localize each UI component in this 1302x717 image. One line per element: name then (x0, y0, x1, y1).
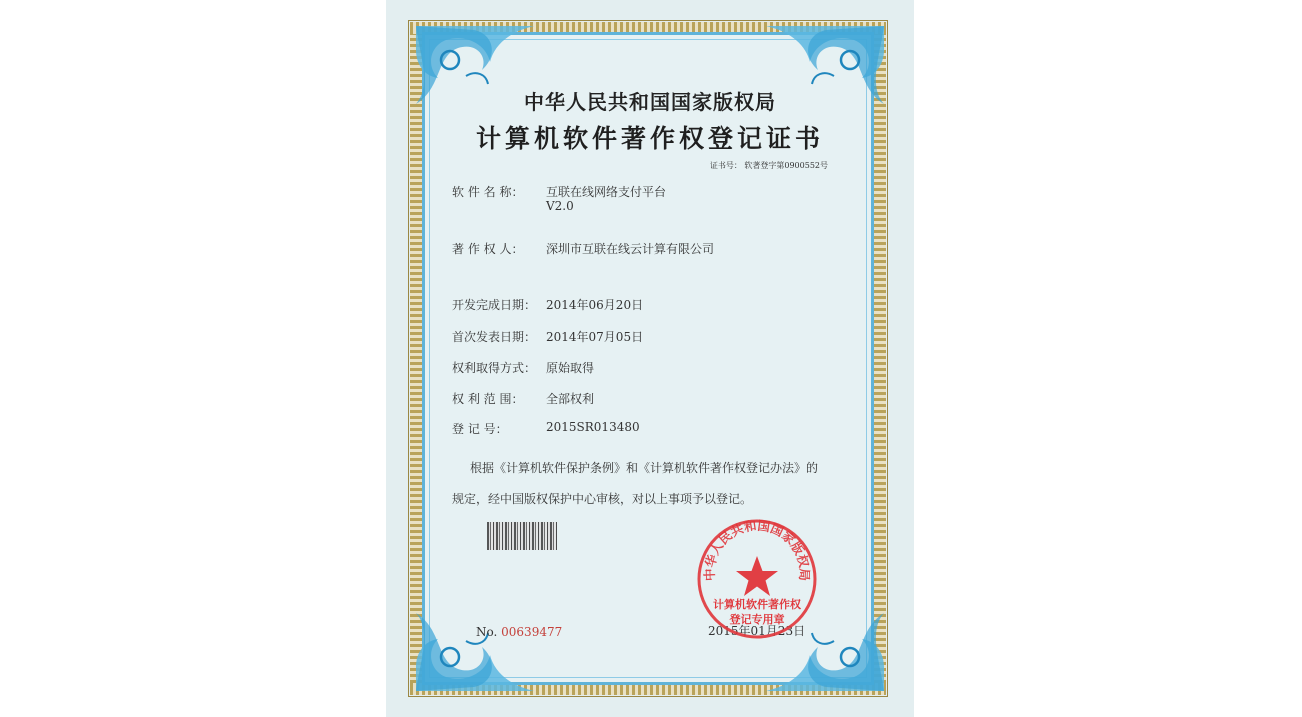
serial-digits: 00639477 (501, 625, 563, 639)
acquisition-method-value: 原始取得 (546, 361, 595, 375)
copyright-owner-label: 著 作 权 人： (452, 242, 524, 256)
seal-line-1: 计算机软件著作权 (713, 598, 801, 611)
copyright-owner-value: 深圳市互联在线云计算有限公司 (546, 242, 715, 256)
legal-basis-line-1: 根据《计算机软件保护条例》和《计算机软件著作权登记办法》的 (470, 461, 819, 475)
acquisition-method-label: 权利取得方式： (452, 361, 537, 375)
completion-date-label: 开发完成日期： (452, 298, 537, 312)
publication-date-value: 2014年07月05日 (546, 330, 644, 344)
software-version-value: V2.0 (546, 199, 574, 213)
registration-number-label: 登 记 号： (452, 422, 508, 436)
publication-date-label: 首次发表日期： (452, 330, 537, 344)
registration-number-value: 2015SR013480 (546, 420, 640, 434)
rights-scope-label: 权 利 范 围： (452, 392, 524, 406)
issue-date: 2015年01月23日 (708, 624, 806, 638)
certificate (386, 0, 914, 717)
completion-date-value: 2014年06月20日 (546, 298, 644, 312)
serial-number (476, 625, 562, 639)
software-name-label: 软 件 名 称： (452, 185, 524, 199)
issuing-authority: 中华人民共和国国家版权局 (524, 90, 776, 114)
rights-scope-value: 全部权利 (546, 392, 595, 406)
certificate-title: 计算机软件著作权登记证书 (475, 124, 824, 153)
seal-ring-text: 中华人民共和国国家版权局 (701, 517, 813, 582)
barcode (487, 522, 557, 550)
seal-star-icon (736, 556, 778, 596)
software-name-value: 互联在线网络支付平台 (546, 185, 667, 199)
seal-line-2: 登记专用章 (729, 613, 785, 626)
certificate-number: 证书号： 软著登字第0900552号 (709, 161, 828, 170)
serial-prefix: No. (476, 625, 498, 639)
legal-basis-line-2: 规定，经中国版权保护中心审核，对以上事项予以登记。 (452, 492, 753, 506)
